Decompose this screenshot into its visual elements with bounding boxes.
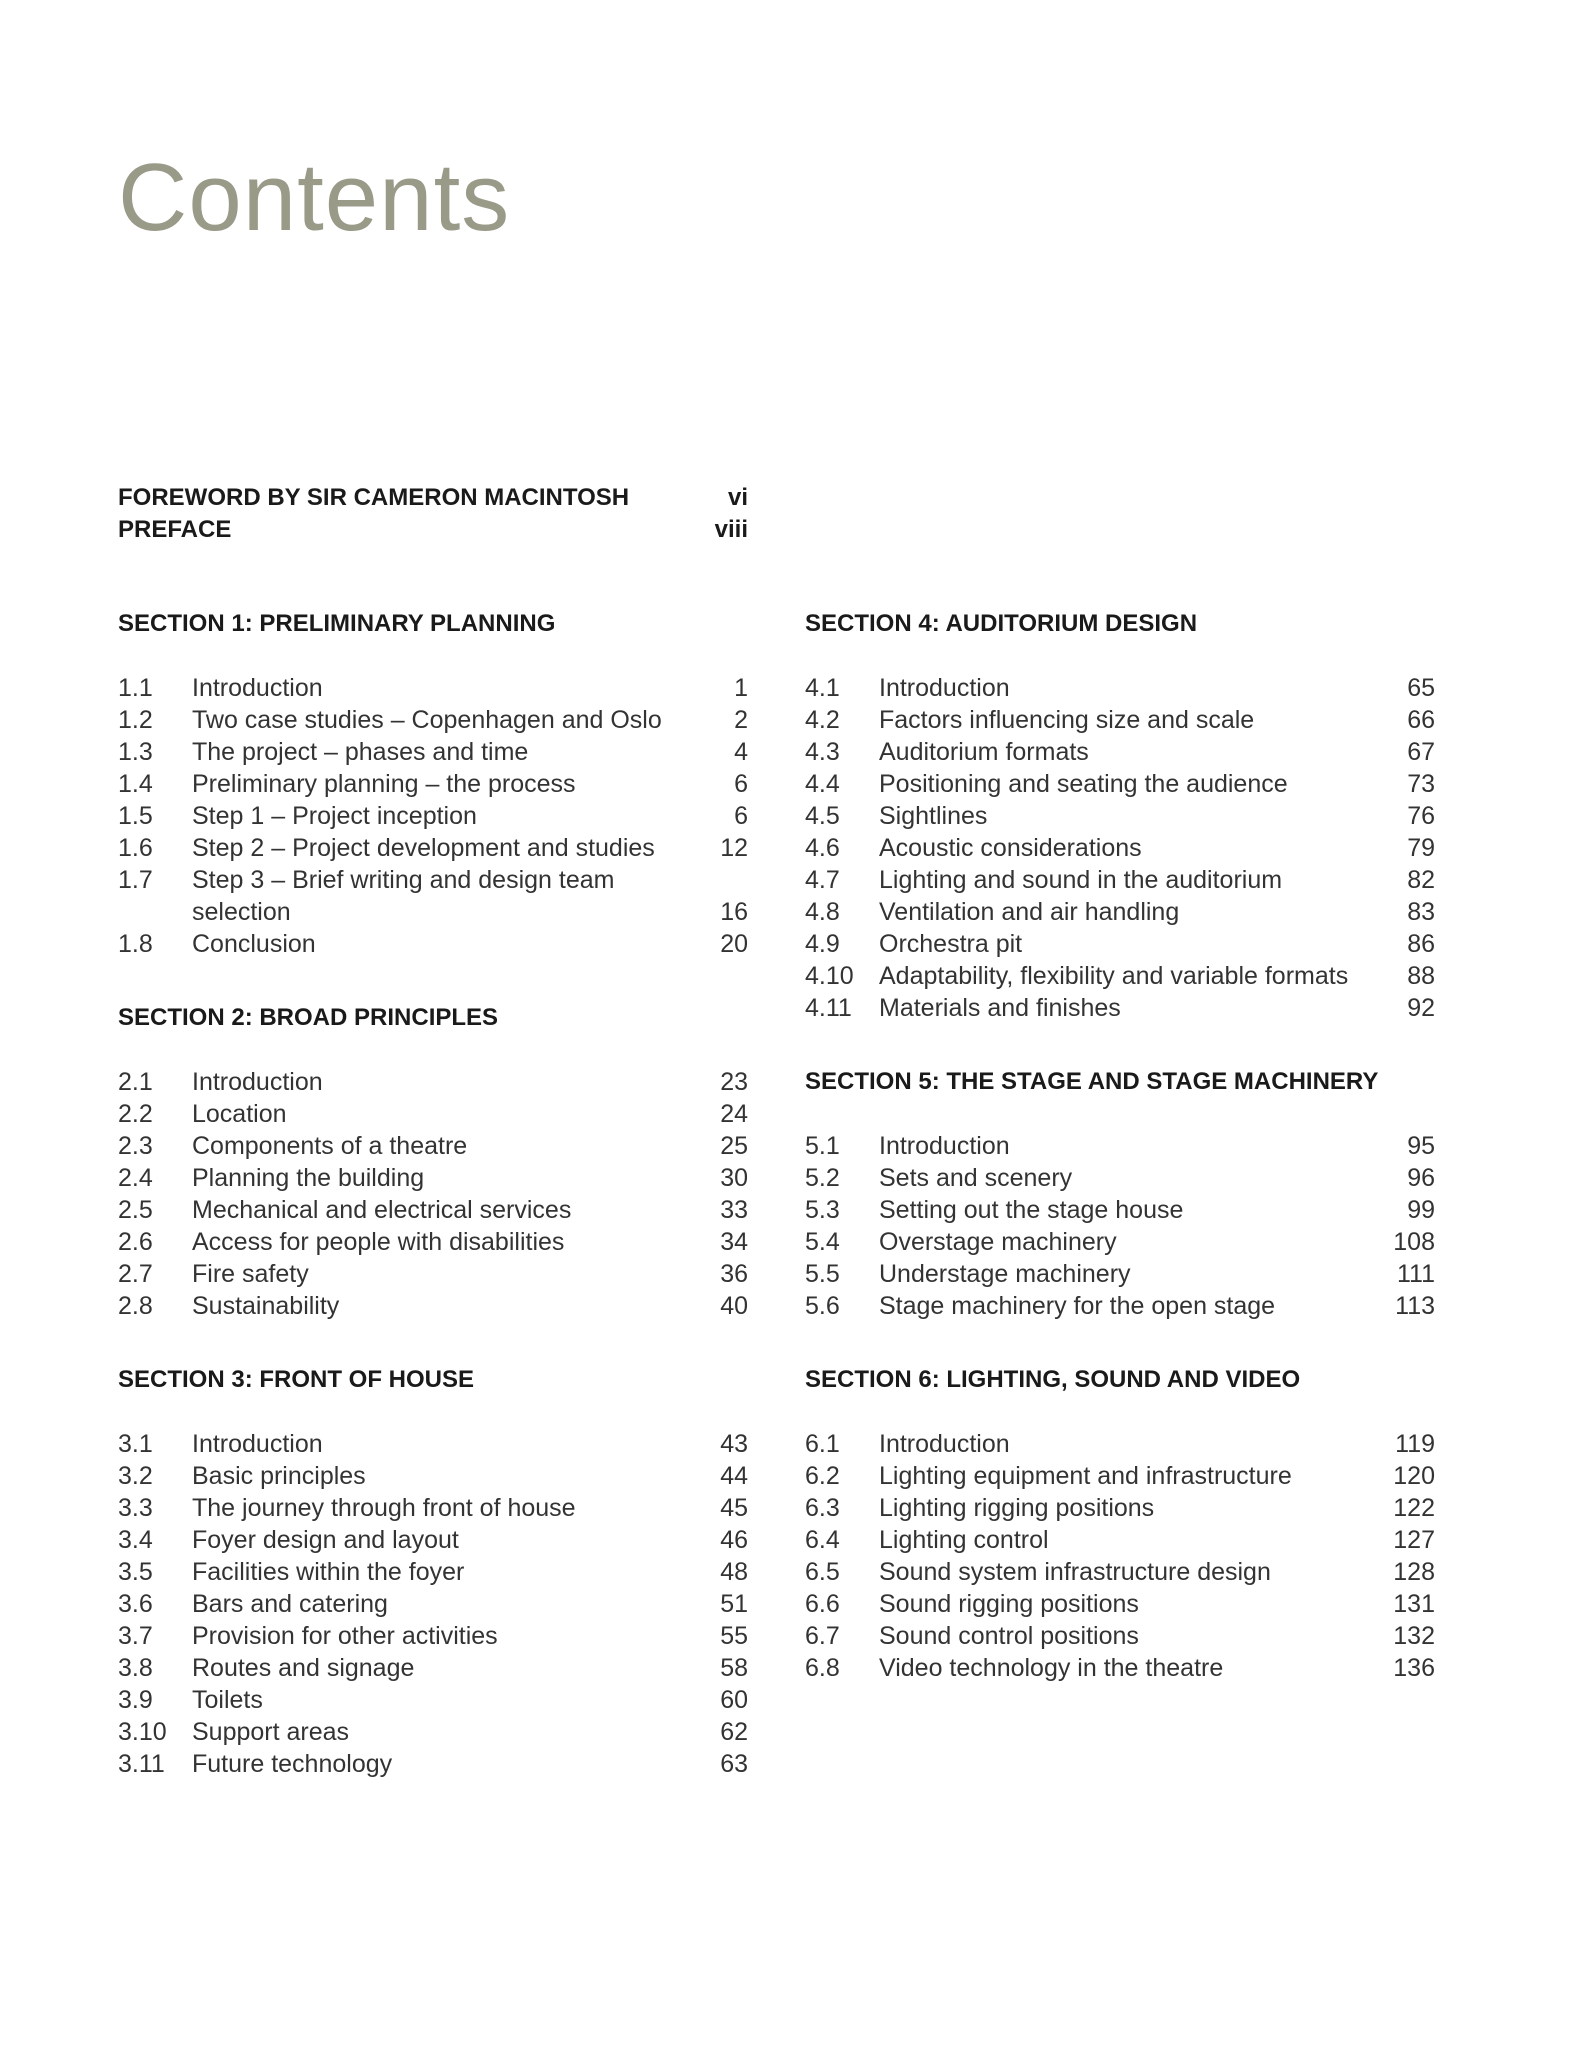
toc-entry[interactable] [805, 672, 1435, 704]
section-heading[interactable]: SECTION 3: FRONT OF HOUSE [118, 1366, 475, 1393]
toc-entry[interactable] [805, 1460, 1435, 1492]
entry-number: 3.10 [118, 1718, 167, 1746]
entry-number: 2.6 [118, 1228, 153, 1256]
toc-entry[interactable] [805, 1652, 1435, 1684]
entry-title: Factors influencing size and scale [879, 706, 1255, 734]
entry-number: 6.5 [805, 1558, 840, 1586]
entry-page: 82 [1407, 866, 1435, 894]
entry-number: 4.3 [805, 738, 840, 766]
entry-page: 86 [1407, 930, 1435, 958]
entry-title: Auditorium formats [879, 738, 1089, 766]
entry-page: 122 [1393, 1494, 1435, 1522]
front-matter-label: PREFACE [118, 516, 232, 543]
entry-number: 2.2 [118, 1100, 153, 1128]
entry-number: 1.7 [118, 866, 153, 894]
section-heading[interactable]: SECTION 6: LIGHTING, SOUND AND VIDEO [805, 1366, 1301, 1393]
section-heading[interactable]: SECTION 5: THE STAGE AND STAGE MACHINERY [805, 1068, 1379, 1095]
entry-number: 5.6 [805, 1292, 840, 1320]
entry-number: 5.3 [805, 1196, 840, 1224]
entry-page: 65 [1407, 674, 1435, 702]
entry-page: 33 [720, 1196, 748, 1224]
entry-page: 73 [1407, 770, 1435, 798]
entry-page: 44 [720, 1462, 748, 1490]
toc-entry[interactable] [805, 1428, 1435, 1460]
entry-page: 36 [720, 1260, 748, 1288]
entry-page: 24 [720, 1100, 748, 1128]
toc-section [118, 608, 748, 960]
toc-entry[interactable] [805, 1556, 1435, 1588]
toc-entry[interactable] [118, 800, 748, 832]
entry-number: 2.4 [118, 1164, 153, 1192]
entry-title: Sound system infrastructure design [879, 1558, 1271, 1586]
entry-page: 119 [1395, 1430, 1435, 1458]
page-title: Contents [118, 144, 511, 251]
entry-title: Introduction [879, 1430, 1010, 1458]
entry-title: Introduction [192, 1068, 323, 1096]
entry-number: 2.3 [118, 1132, 153, 1160]
entry-page: 30 [720, 1164, 748, 1192]
toc-entry[interactable] [805, 736, 1435, 768]
entry-number: 3.7 [118, 1622, 153, 1650]
section-heading[interactable]: SECTION 4: AUDITORIUM DESIGN [805, 610, 1198, 637]
entry-number: 3.6 [118, 1590, 153, 1618]
entry-number: 4.1 [805, 674, 840, 702]
entry-page: 83 [1407, 898, 1435, 926]
front-matter-entry[interactable] [118, 482, 748, 514]
entry-title: Future technology [192, 1750, 393, 1778]
entry-title: Mechanical and electrical services [192, 1196, 572, 1224]
toc-entry[interactable] [118, 736, 748, 768]
toc-entry[interactable] [805, 1258, 1435, 1290]
entry-title: Sound control positions [879, 1622, 1139, 1650]
entry-title: Adaptability, flexibility and variable formats [879, 962, 1349, 990]
entry-page: 79 [1407, 834, 1435, 862]
toc-entry[interactable] [118, 1066, 748, 1098]
toc-entry[interactable] [118, 1460, 748, 1492]
entry-number: 4.6 [805, 834, 840, 862]
entry-title: The project – phases and time [192, 738, 529, 766]
entry-number: 1.2 [118, 706, 153, 734]
entry-number: 5.1 [805, 1132, 840, 1160]
entry-number: 1.4 [118, 770, 153, 798]
entry-number: 4.10 [805, 962, 854, 990]
toc-entry[interactable] [118, 1162, 748, 1194]
entry-page: 108 [1393, 1228, 1435, 1256]
entry-number: 6.1 [805, 1430, 840, 1458]
toc-entry[interactable] [118, 1428, 748, 1460]
toc-section [805, 608, 1435, 1024]
entry-number: 6.2 [805, 1462, 840, 1490]
toc-entry[interactable] [805, 992, 1435, 1024]
entry-number: 3.3 [118, 1494, 153, 1522]
entry-number: 1.3 [118, 738, 153, 766]
entry-title: Acoustic considerations [879, 834, 1142, 862]
entry-title: Stage machinery for the open stage [879, 1292, 1276, 1320]
entry-page: 128 [1393, 1558, 1435, 1586]
entry-title: Lighting and sound in the auditorium [879, 866, 1283, 894]
entry-title: Video technology in the theatre [879, 1654, 1224, 1682]
entry-title: Sound rigging positions [879, 1590, 1139, 1618]
entry-title: Lighting rigging positions [879, 1494, 1155, 1522]
entry-number: 3.4 [118, 1526, 153, 1554]
entry-page: 92 [1407, 994, 1435, 1022]
entry-title: Ventilation and air handling [879, 898, 1180, 926]
entry-title: Sets and scenery [879, 1164, 1073, 1192]
entry-title: Sustainability [192, 1292, 340, 1320]
entry-number: 6.7 [805, 1622, 840, 1650]
entry-page: 25 [720, 1132, 748, 1160]
entry-number: 3.2 [118, 1462, 153, 1490]
entry-page: 20 [720, 930, 748, 958]
entry-title: Step 1 – Project inception [192, 802, 477, 830]
toc-entry[interactable] [118, 1748, 748, 1780]
entry-number: 1.8 [118, 930, 153, 958]
entry-title: Step 2 – Project development and studies [192, 834, 655, 862]
toc-section [118, 1002, 748, 1322]
toc-entry[interactable] [805, 1492, 1435, 1524]
toc-entry[interactable] [118, 1652, 748, 1684]
entry-number: 2.5 [118, 1196, 153, 1224]
entry-page: 127 [1393, 1526, 1435, 1554]
entry-page: 76 [1407, 802, 1435, 830]
entry-page: 63 [720, 1750, 748, 1778]
entry-page: 111 [1396, 1260, 1435, 1288]
entry-number: 3.5 [118, 1558, 153, 1586]
toc-entry[interactable] [805, 800, 1435, 832]
front-matter-page: viii [714, 516, 748, 543]
entry-number: 5.4 [805, 1228, 840, 1256]
toc-entry[interactable] [805, 1162, 1435, 1194]
toc-entry[interactable] [805, 1130, 1435, 1162]
contents-left-column [118, 608, 748, 1822]
entry-title: Orchestra pit [879, 930, 1023, 958]
entry-number: 3.11 [118, 1750, 165, 1778]
entry-title: Components of a theatre [192, 1132, 468, 1160]
entry-number: 4.8 [805, 898, 840, 926]
entry-title: Understage machinery [879, 1260, 1131, 1288]
entry-number: 4.5 [805, 802, 840, 830]
entry-title: Access for people with disabilities [192, 1228, 565, 1256]
entry-number: 5.5 [805, 1260, 840, 1288]
toc-entry[interactable] [118, 1130, 748, 1162]
entry-title: Two case studies – Copenhagen and Oslo [192, 706, 662, 734]
entry-page: 6 [734, 802, 748, 830]
entry-page: 88 [1407, 962, 1435, 990]
toc-entry[interactable] [805, 864, 1435, 896]
toc-entry[interactable] [118, 1556, 748, 1588]
toc-entry[interactable] [118, 704, 748, 736]
entry-number: 6.3 [805, 1494, 840, 1522]
entry-page: 40 [720, 1292, 748, 1320]
entry-title: Conclusion [192, 930, 316, 958]
entry-number: 6.6 [805, 1590, 840, 1618]
toc-entry[interactable] [118, 1588, 748, 1620]
entry-number: 3.1 [118, 1430, 153, 1458]
toc-entry[interactable] [118, 864, 748, 928]
toc-entry[interactable] [118, 768, 748, 800]
entry-number: 2.7 [118, 1260, 153, 1288]
entry-title: Introduction [192, 1430, 323, 1458]
entry-page: 120 [1393, 1462, 1435, 1490]
entry-title: Foyer design and layout [192, 1526, 459, 1554]
entry-page: 55 [720, 1622, 748, 1650]
entry-number: 5.2 [805, 1164, 840, 1192]
entry-title: Overstage machinery [879, 1228, 1117, 1256]
entry-number: 4.2 [805, 706, 840, 734]
toc-entry[interactable] [118, 832, 748, 864]
entry-title: The journey through front of house [192, 1494, 576, 1522]
entry-page: 62 [720, 1718, 748, 1746]
entry-number: 4.7 [805, 866, 840, 894]
entry-title: Sightlines [879, 802, 988, 830]
toc-entry[interactable] [805, 704, 1435, 736]
entry-title: Introduction [192, 674, 323, 702]
toc-entry[interactable] [118, 1194, 748, 1226]
toc-entry[interactable] [805, 1290, 1435, 1322]
entry-number: 1.5 [118, 802, 153, 830]
entry-title: Provision for other activities [192, 1622, 498, 1650]
entry-title: Introduction [879, 674, 1010, 702]
entry-page: 12 [720, 834, 748, 862]
toc-entry[interactable] [805, 928, 1435, 960]
entry-title: Fire safety [192, 1260, 309, 1288]
toc-entry[interactable] [805, 1226, 1435, 1258]
front-matter-label: FOREWORD BY SIR CAMERON MACINTOSH [118, 484, 630, 511]
toc-entry[interactable] [805, 1194, 1435, 1226]
entry-number: 2.8 [118, 1292, 153, 1320]
entry-title: Planning the building [192, 1164, 425, 1192]
entry-title: Materials and finishes [879, 994, 1121, 1022]
toc-entry[interactable] [805, 960, 1435, 992]
entry-title: Basic principles [192, 1462, 366, 1490]
toc-entry[interactable] [118, 1098, 748, 1130]
entry-number: 4.11 [805, 994, 852, 1022]
entry-title: Support areas [192, 1718, 350, 1746]
toc-entry[interactable] [118, 1620, 748, 1652]
entry-page: 60 [720, 1686, 748, 1714]
entry-page: 113 [1395, 1292, 1435, 1320]
entry-title: Step 3 – Brief writing and design team selection [192, 866, 615, 926]
entry-page: 45 [720, 1494, 748, 1522]
entry-number: 6.8 [805, 1654, 840, 1682]
toc-entry[interactable] [805, 1620, 1435, 1652]
toc-entry[interactable] [118, 1258, 748, 1290]
entry-title: Positioning and seating the audience [879, 770, 1288, 798]
entry-number: 4.9 [805, 930, 840, 958]
toc-entry[interactable] [118, 1716, 748, 1748]
toc-entry[interactable] [118, 1684, 748, 1716]
entry-page: 48 [720, 1558, 748, 1586]
entry-page: 34 [720, 1228, 748, 1256]
entry-page: 4 [734, 738, 748, 766]
entry-title: Lighting control [879, 1526, 1049, 1554]
entry-number: 3.9 [118, 1686, 153, 1714]
front-matter [118, 482, 748, 546]
entry-title: Preliminary planning – the process [192, 770, 576, 798]
entry-page: 43 [720, 1430, 748, 1458]
entry-page: 131 [1393, 1590, 1435, 1618]
entry-title: Lighting equipment and infrastructure [879, 1462, 1292, 1490]
entry-number: 4.4 [805, 770, 840, 798]
entry-number: 1.1 [118, 674, 153, 702]
toc-entry[interactable] [118, 1226, 748, 1258]
entry-title: Bars and catering [192, 1590, 388, 1618]
entry-title: Routes and signage [192, 1654, 415, 1682]
toc-section [805, 1364, 1435, 1684]
entry-title: Setting out the stage house [879, 1196, 1184, 1224]
entry-page: 136 [1393, 1654, 1435, 1682]
entry-title: Facilities within the foyer [192, 1558, 465, 1586]
toc-entry[interactable] [805, 768, 1435, 800]
front-matter-page: vi [727, 484, 748, 511]
entry-page: 6 [734, 770, 748, 798]
toc-entry[interactable] [805, 896, 1435, 928]
toc-section [118, 1364, 748, 1780]
section-heading[interactable]: SECTION 1: PRELIMINARY PLANNING [118, 610, 556, 637]
toc-section [805, 1066, 1435, 1322]
entry-page: 23 [720, 1068, 748, 1096]
entry-page: 67 [1407, 738, 1435, 766]
entry-title: Introduction [879, 1132, 1010, 1160]
toc-entry[interactable] [805, 832, 1435, 864]
toc-entry[interactable] [118, 1492, 748, 1524]
entry-number: 1.6 [118, 834, 153, 862]
entry-page: 2 [734, 706, 748, 734]
section-heading[interactable]: SECTION 2: BROAD PRINCIPLES [118, 1004, 499, 1031]
toc-entry[interactable] [805, 1588, 1435, 1620]
entry-number: 2.1 [118, 1068, 153, 1096]
entry-number: 6.4 [805, 1526, 840, 1554]
entry-page: 95 [1407, 1132, 1435, 1160]
toc-entry[interactable] [118, 672, 748, 704]
entry-page: 1 [734, 674, 748, 702]
entry-page: 99 [1407, 1196, 1435, 1224]
entry-page: 46 [720, 1526, 748, 1554]
toc-entry[interactable] [118, 1290, 748, 1322]
entry-page: 132 [1393, 1622, 1435, 1650]
entry-page: 58 [720, 1654, 748, 1682]
entry-title: Toilets [192, 1686, 263, 1714]
entry-page: 66 [1407, 706, 1435, 734]
contents-right-column [805, 608, 1435, 1726]
entry-page: 51 [720, 1590, 748, 1618]
front-matter-entry[interactable] [118, 514, 748, 546]
entry-page: 16 [720, 898, 748, 926]
entry-title: Location [192, 1100, 287, 1128]
toc-entry[interactable] [118, 928, 748, 960]
entry-page: 96 [1407, 1164, 1435, 1192]
toc-entry[interactable] [805, 1524, 1435, 1556]
toc-entry[interactable] [118, 1524, 748, 1556]
entry-number: 3.8 [118, 1654, 153, 1682]
